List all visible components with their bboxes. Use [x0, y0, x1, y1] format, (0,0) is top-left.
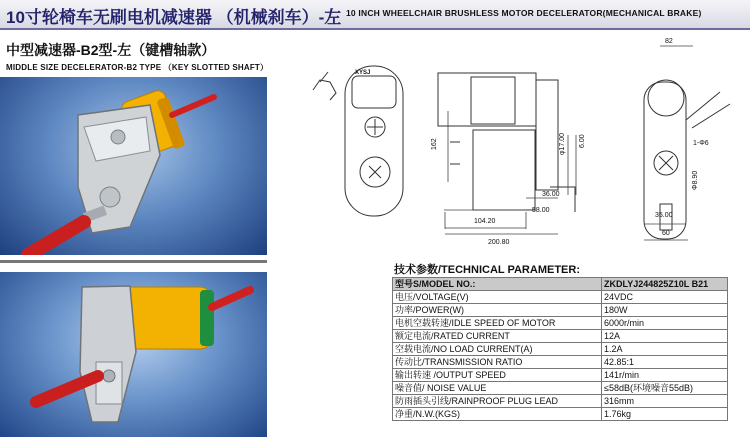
dimension-label-104: 104.20 — [474, 218, 496, 225]
parameter-label: 传动比/TRANSMISSION RATIO — [393, 356, 602, 369]
dimension-label-58: 58.00 — [532, 207, 550, 214]
dimension-label-82: 82 — [665, 38, 673, 45]
dimension-label-hole: 1-Φ6 — [693, 140, 709, 147]
dimension-drawing-svg — [300, 32, 748, 247]
header-banner — [0, 0, 750, 30]
page-title-cn: 10寸轮椅车无刷电机减速器 （机械刹车）-左 — [6, 8, 342, 27]
parameter-label: 电压/VOLTAGE(V) — [393, 291, 602, 304]
parameter-value: 12A — [602, 330, 728, 343]
dimension-label-6: 6.00 — [579, 134, 586, 148]
parameter-value: 316mm — [602, 395, 728, 408]
dimension-label-35: 35.00 — [655, 212, 673, 219]
model-label: 型号S/MODEL NO.: — [393, 278, 602, 291]
page-title-en: 10 INCH WHEELCHAIR BRUSHLESS MOTOR DECELERATOR(MECHANICAL BRAKE) — [346, 8, 702, 18]
parameter-label: 功率/POWER(W) — [393, 304, 602, 317]
dimension-label-phi17: φ17.00 — [559, 132, 566, 155]
parameter-value: 1.76kg — [602, 408, 728, 421]
table-row — [393, 330, 728, 343]
parameter-label: 净重/N.W.(KGS) — [393, 408, 602, 421]
technical-parameter-title: 技术参数/TECHNICAL PARAMETER: — [394, 264, 580, 276]
parameter-value: ≤58dB(环境噪音55dB) — [602, 382, 728, 395]
dimension-label-phi8-9: Φ8.90 — [692, 170, 699, 190]
technical-drawing — [300, 32, 748, 247]
parameter-value: 24VDC — [602, 291, 728, 304]
product-photo-front — [0, 77, 267, 255]
parameter-label: 输出转速 /OUTPUT SPEED — [393, 369, 602, 382]
parameter-value: 141r/min — [602, 369, 728, 382]
table-row — [393, 369, 728, 382]
table-row — [393, 317, 728, 330]
technical-parameter-table — [392, 277, 728, 421]
parameter-value: 42.85:1 — [602, 356, 728, 369]
product-photo-side — [0, 272, 267, 437]
header-divider — [0, 28, 750, 30]
brand-mark-label: XYSJ — [355, 70, 371, 76]
dimension-label-60: 60 — [662, 230, 670, 237]
table-row — [393, 304, 728, 317]
dimension-label-162: 162 — [431, 138, 438, 150]
table-row — [393, 356, 728, 369]
table-row — [393, 291, 728, 304]
product-subtitle-en: MIDDLE SIZE DECELERATOR-B2 TYPE （KEY SLOTTED SHAFT） — [6, 63, 269, 72]
product-subtitle-cn: 中型减速器-B2型-左（键槽轴款） — [6, 42, 216, 58]
parameter-label: 额定电流/RATED CURRENT — [393, 330, 602, 343]
parameter-value: 1.2A — [602, 343, 728, 356]
decelerator-image-side — [0, 272, 267, 437]
table-row — [393, 343, 728, 356]
parameter-label: 防雨插头引线/RAINPROOF PLUG LEAD — [393, 395, 602, 408]
dimension-label-200: 200.80 — [488, 239, 510, 246]
table-header-row — [393, 278, 728, 291]
parameter-label: 噪音值/ NOISE VALUE — [393, 382, 602, 395]
parameter-label: 空载电流/NO LOAD CURRENT(A) — [393, 343, 602, 356]
parameter-value: 6000r/min — [602, 317, 728, 330]
table-row — [393, 408, 728, 421]
model-value: ZKDLYJ244825Z10L B21 — [602, 278, 728, 291]
parameter-value: 180W — [602, 304, 728, 317]
dimension-label-36: 36.00 — [542, 191, 560, 198]
parameter-label: 电机空载转速/IDLE SPEED OF MOTOR — [393, 317, 602, 330]
table-row — [393, 382, 728, 395]
decelerator-image-front — [0, 77, 267, 255]
photo-divider — [0, 260, 267, 263]
table-row — [393, 395, 728, 408]
